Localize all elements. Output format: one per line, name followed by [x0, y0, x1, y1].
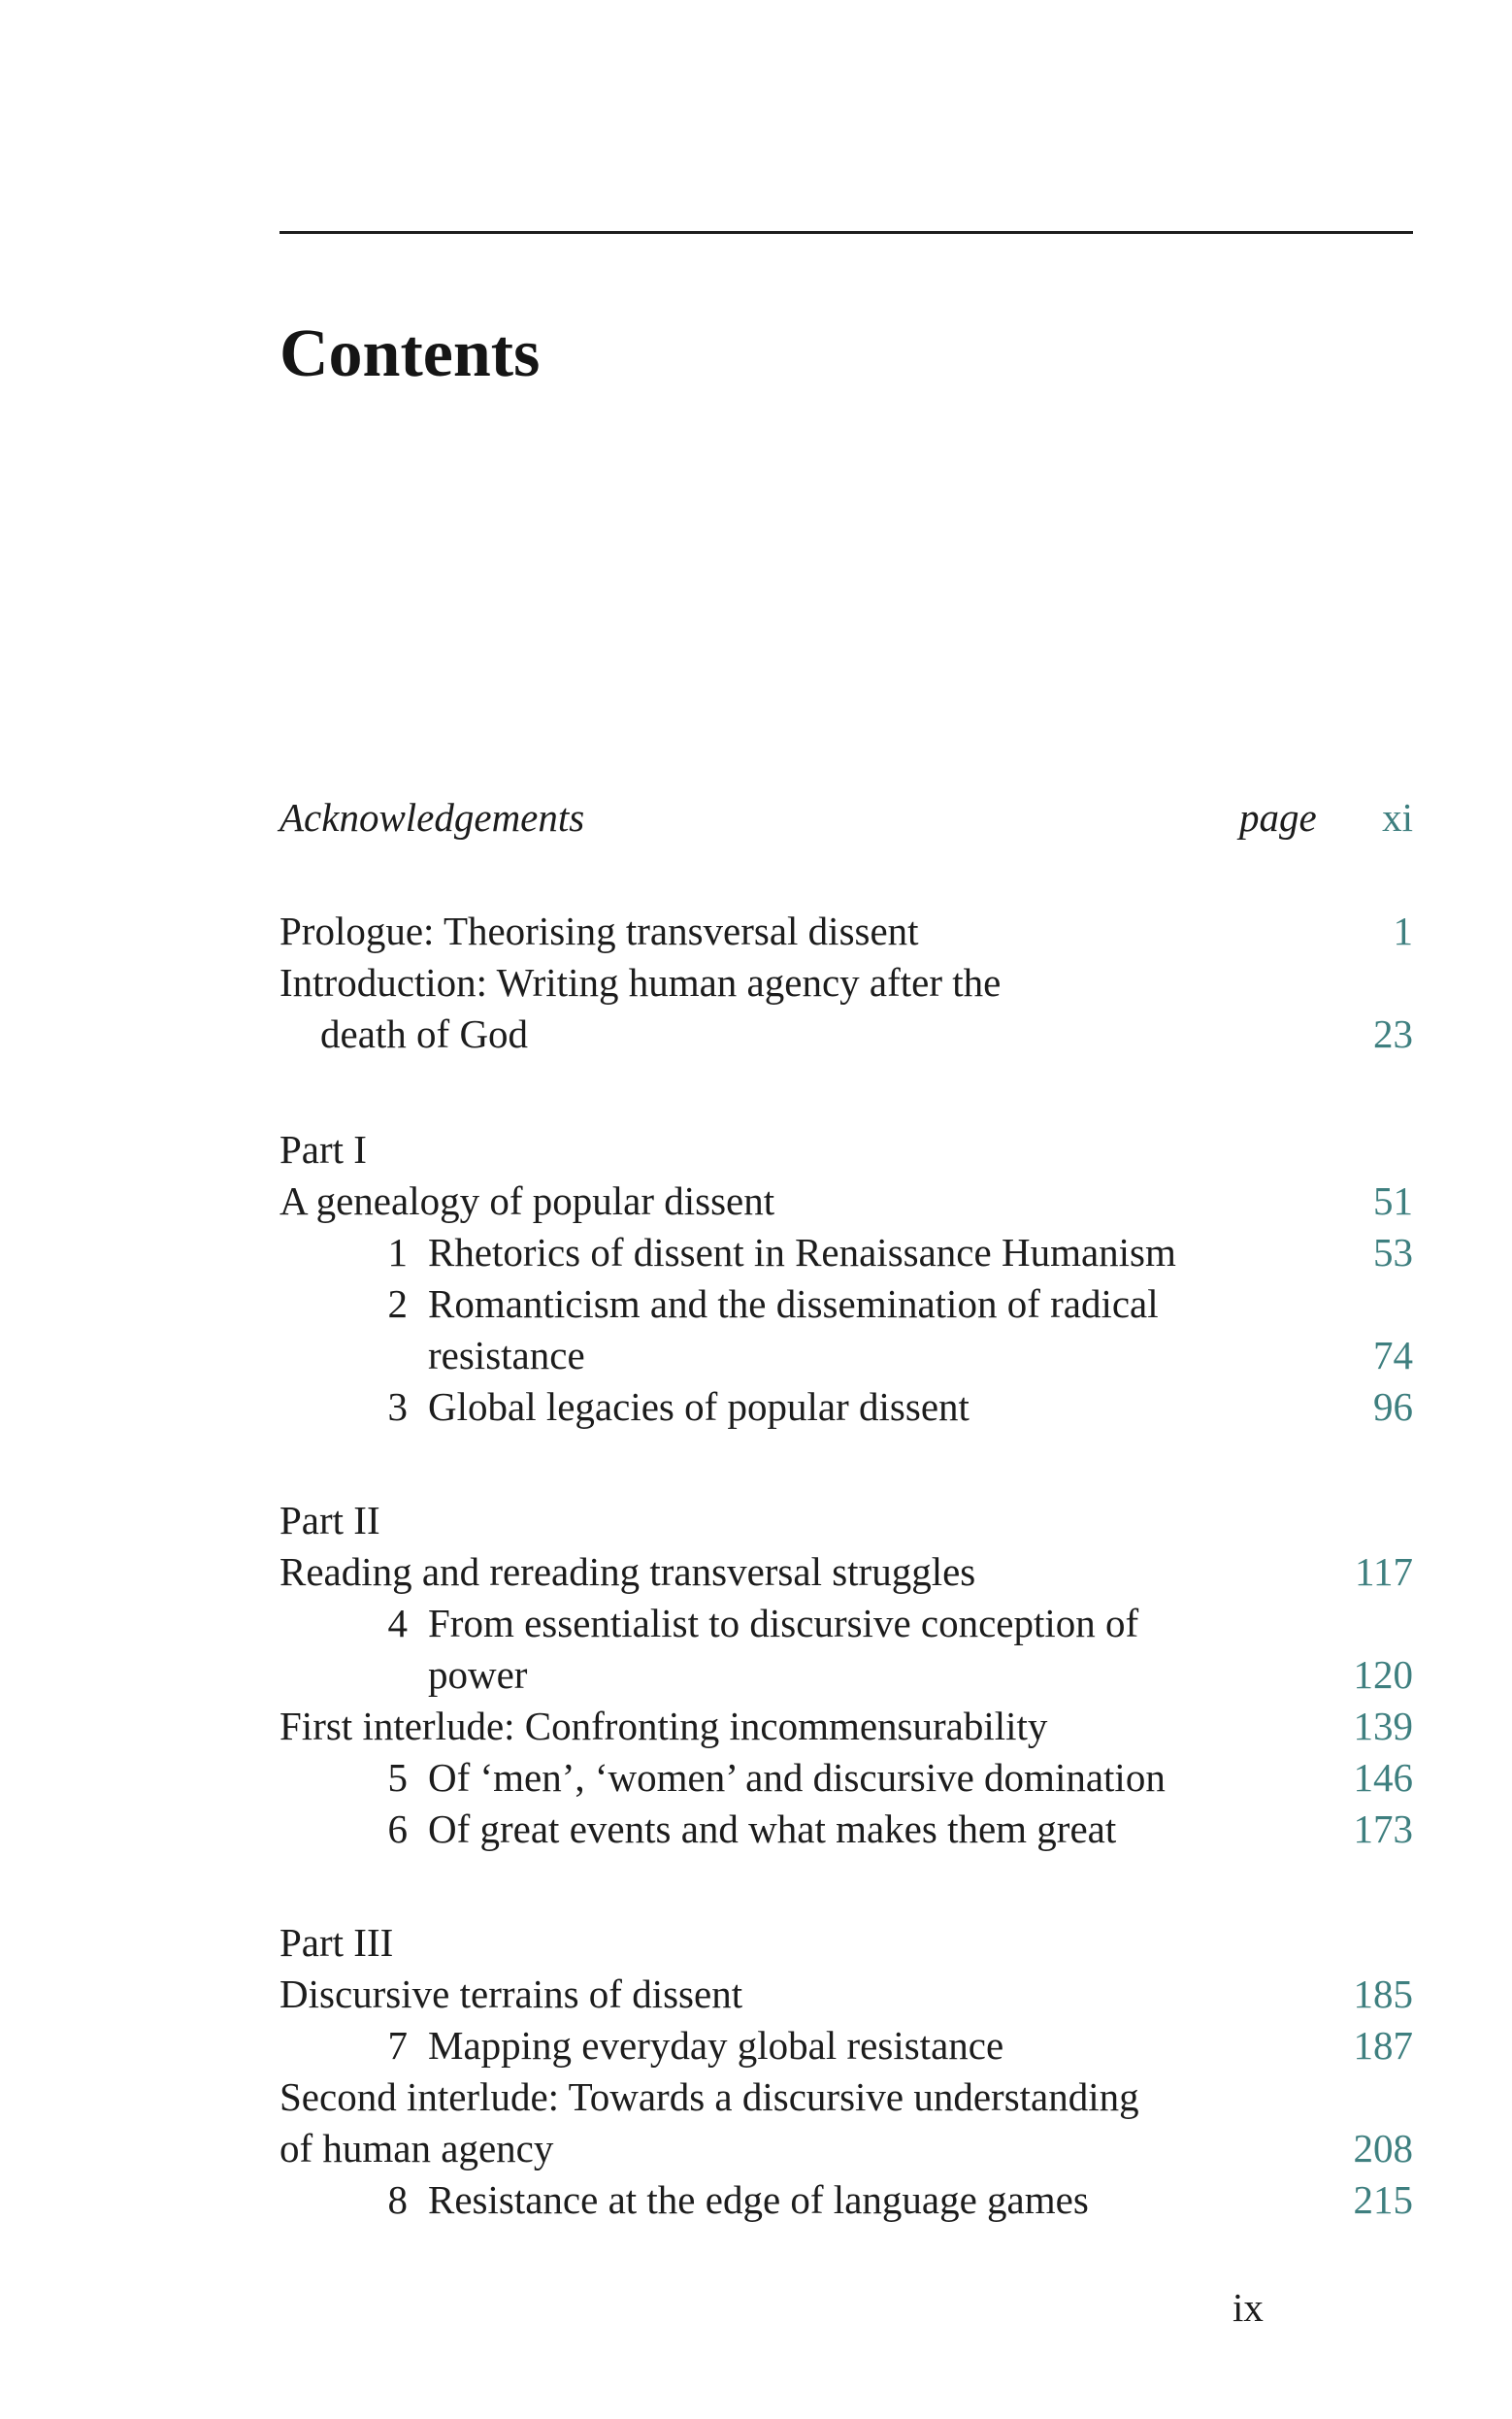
toc-entry-chapter-1[interactable]: [279, 1226, 1413, 1278]
page-number: 187: [1353, 2023, 1413, 2068]
toc-entry-label: death of God: [320, 1011, 529, 1056]
chapter-number: 5: [387, 1755, 408, 1800]
toc-entry-chapter-3[interactable]: [279, 1380, 1413, 1433]
toc-entry-label: Introduction: Writing human agency after the: [279, 960, 1002, 1005]
toc-entry-acknowledgements[interactable]: [279, 791, 1413, 844]
page-number: 23: [1373, 1011, 1413, 1056]
chapter-number: 4: [387, 1601, 408, 1645]
toc-entry-label: Of great events and what makes them great: [428, 1806, 1117, 1851]
toc-entry-label: Prologue: Theorising transversal dissent: [279, 909, 919, 953]
toc-entry-introduction-cont[interactable]: [279, 1008, 1413, 1060]
page-number: 96: [1373, 1384, 1413, 1429]
part-label: Part I: [279, 1127, 367, 1172]
page-number: 185: [1353, 1972, 1413, 2016]
page-word-label: page: [1239, 795, 1317, 840]
toc-entry-chapter-5[interactable]: [279, 1751, 1413, 1804]
part-label: Part III: [279, 1920, 394, 1965]
page-number: 173: [1353, 1806, 1413, 1851]
toc-entry-second-interlude-cont[interactable]: [279, 2122, 1413, 2174]
toc-entry-chapter-2[interactable]: [279, 1277, 1413, 1330]
toc-entry-label: Discursive terrains of dissent: [279, 1972, 743, 2016]
page-number: 53: [1373, 1230, 1413, 1275]
page-number: xi: [1382, 795, 1413, 840]
chapter-number: 7: [387, 2023, 408, 2068]
toc-entry-chapter-2-cont[interactable]: [279, 1329, 1413, 1381]
page-number: 74: [1373, 1333, 1413, 1377]
toc-entry-label: Of ‘men’, ‘women’ and discursive domination: [428, 1755, 1166, 1800]
toc-entry-label: Mapping everyday global resistance: [428, 2023, 1004, 2068]
toc-entry-label: Romanticism and the dissemination of radical: [428, 1281, 1159, 1326]
toc-entry-label: resistance: [428, 1333, 585, 1377]
page-number: 146: [1353, 1755, 1413, 1800]
toc-entry-prologue[interactable]: [279, 905, 1413, 957]
toc-entry-part-1[interactable]: [279, 1175, 1413, 1227]
toc-entry-label: From essentialist to discursive conception of: [428, 1601, 1139, 1645]
toc-entry-first-interlude[interactable]: [279, 1700, 1413, 1752]
page-number: 117: [1355, 1549, 1413, 1594]
toc-entry-label: Second interlude: Towards a discursive understanding: [279, 2074, 1139, 2119]
page-number: 120: [1353, 1652, 1413, 1697]
part-label: Part II: [279, 1498, 380, 1542]
toc-entry-label: First interlude: Confronting incommensurability: [279, 1704, 1048, 1748]
toc-entry-chapter-6[interactable]: [279, 1803, 1413, 1855]
toc-entry-chapter-4-cont[interactable]: [279, 1648, 1413, 1701]
chapter-number: 1: [387, 1230, 408, 1275]
chapter-number: 8: [387, 2177, 408, 2222]
toc-entry-label: of human agency: [279, 2126, 554, 2170]
toc-entry-label: Rhetorics of dissent in Renaissance Humanism: [428, 1230, 1176, 1275]
part-label-2: [279, 1494, 1413, 1546]
toc-entry-second-interlude[interactable]: [279, 2071, 1413, 2123]
toc-entry-label: Global legacies of popular dissent: [428, 1384, 970, 1429]
chapter-number: 6: [387, 1806, 408, 1851]
page-number: 208: [1353, 2126, 1413, 2170]
chapter-number: 2: [387, 1281, 408, 1326]
chapter-number: 3: [387, 1384, 408, 1429]
toc-entry-part-2[interactable]: [279, 1545, 1413, 1598]
toc-entry-chapter-8[interactable]: [279, 2173, 1413, 2226]
toc-entry-part-3[interactable]: [279, 1968, 1413, 2020]
toc-entry-label: A genealogy of popular dissent: [279, 1178, 775, 1223]
part-label-3: [279, 1916, 1413, 1969]
page-number: 51: [1373, 1178, 1413, 1223]
toc-entry-label: power: [428, 1652, 528, 1697]
toc-entry-chapter-4[interactable]: [279, 1597, 1413, 1649]
toc-entry-label: Acknowledgements: [279, 795, 585, 840]
page-number: 215: [1353, 2177, 1413, 2222]
toc-entry-label: Reading and rereading transversal struggles: [279, 1549, 976, 1594]
toc-entry-label: Resistance at the edge of language games: [428, 2177, 1089, 2222]
page-title: Contents: [279, 316, 541, 391]
page-number: 1: [1393, 909, 1413, 953]
page-folio: ix: [1233, 2285, 1264, 2330]
page-number: 139: [1353, 1704, 1413, 1748]
part-label-1: [279, 1123, 1413, 1176]
toc-entry-introduction[interactable]: [279, 956, 1413, 1009]
toc-entry-chapter-7[interactable]: [279, 2019, 1413, 2071]
